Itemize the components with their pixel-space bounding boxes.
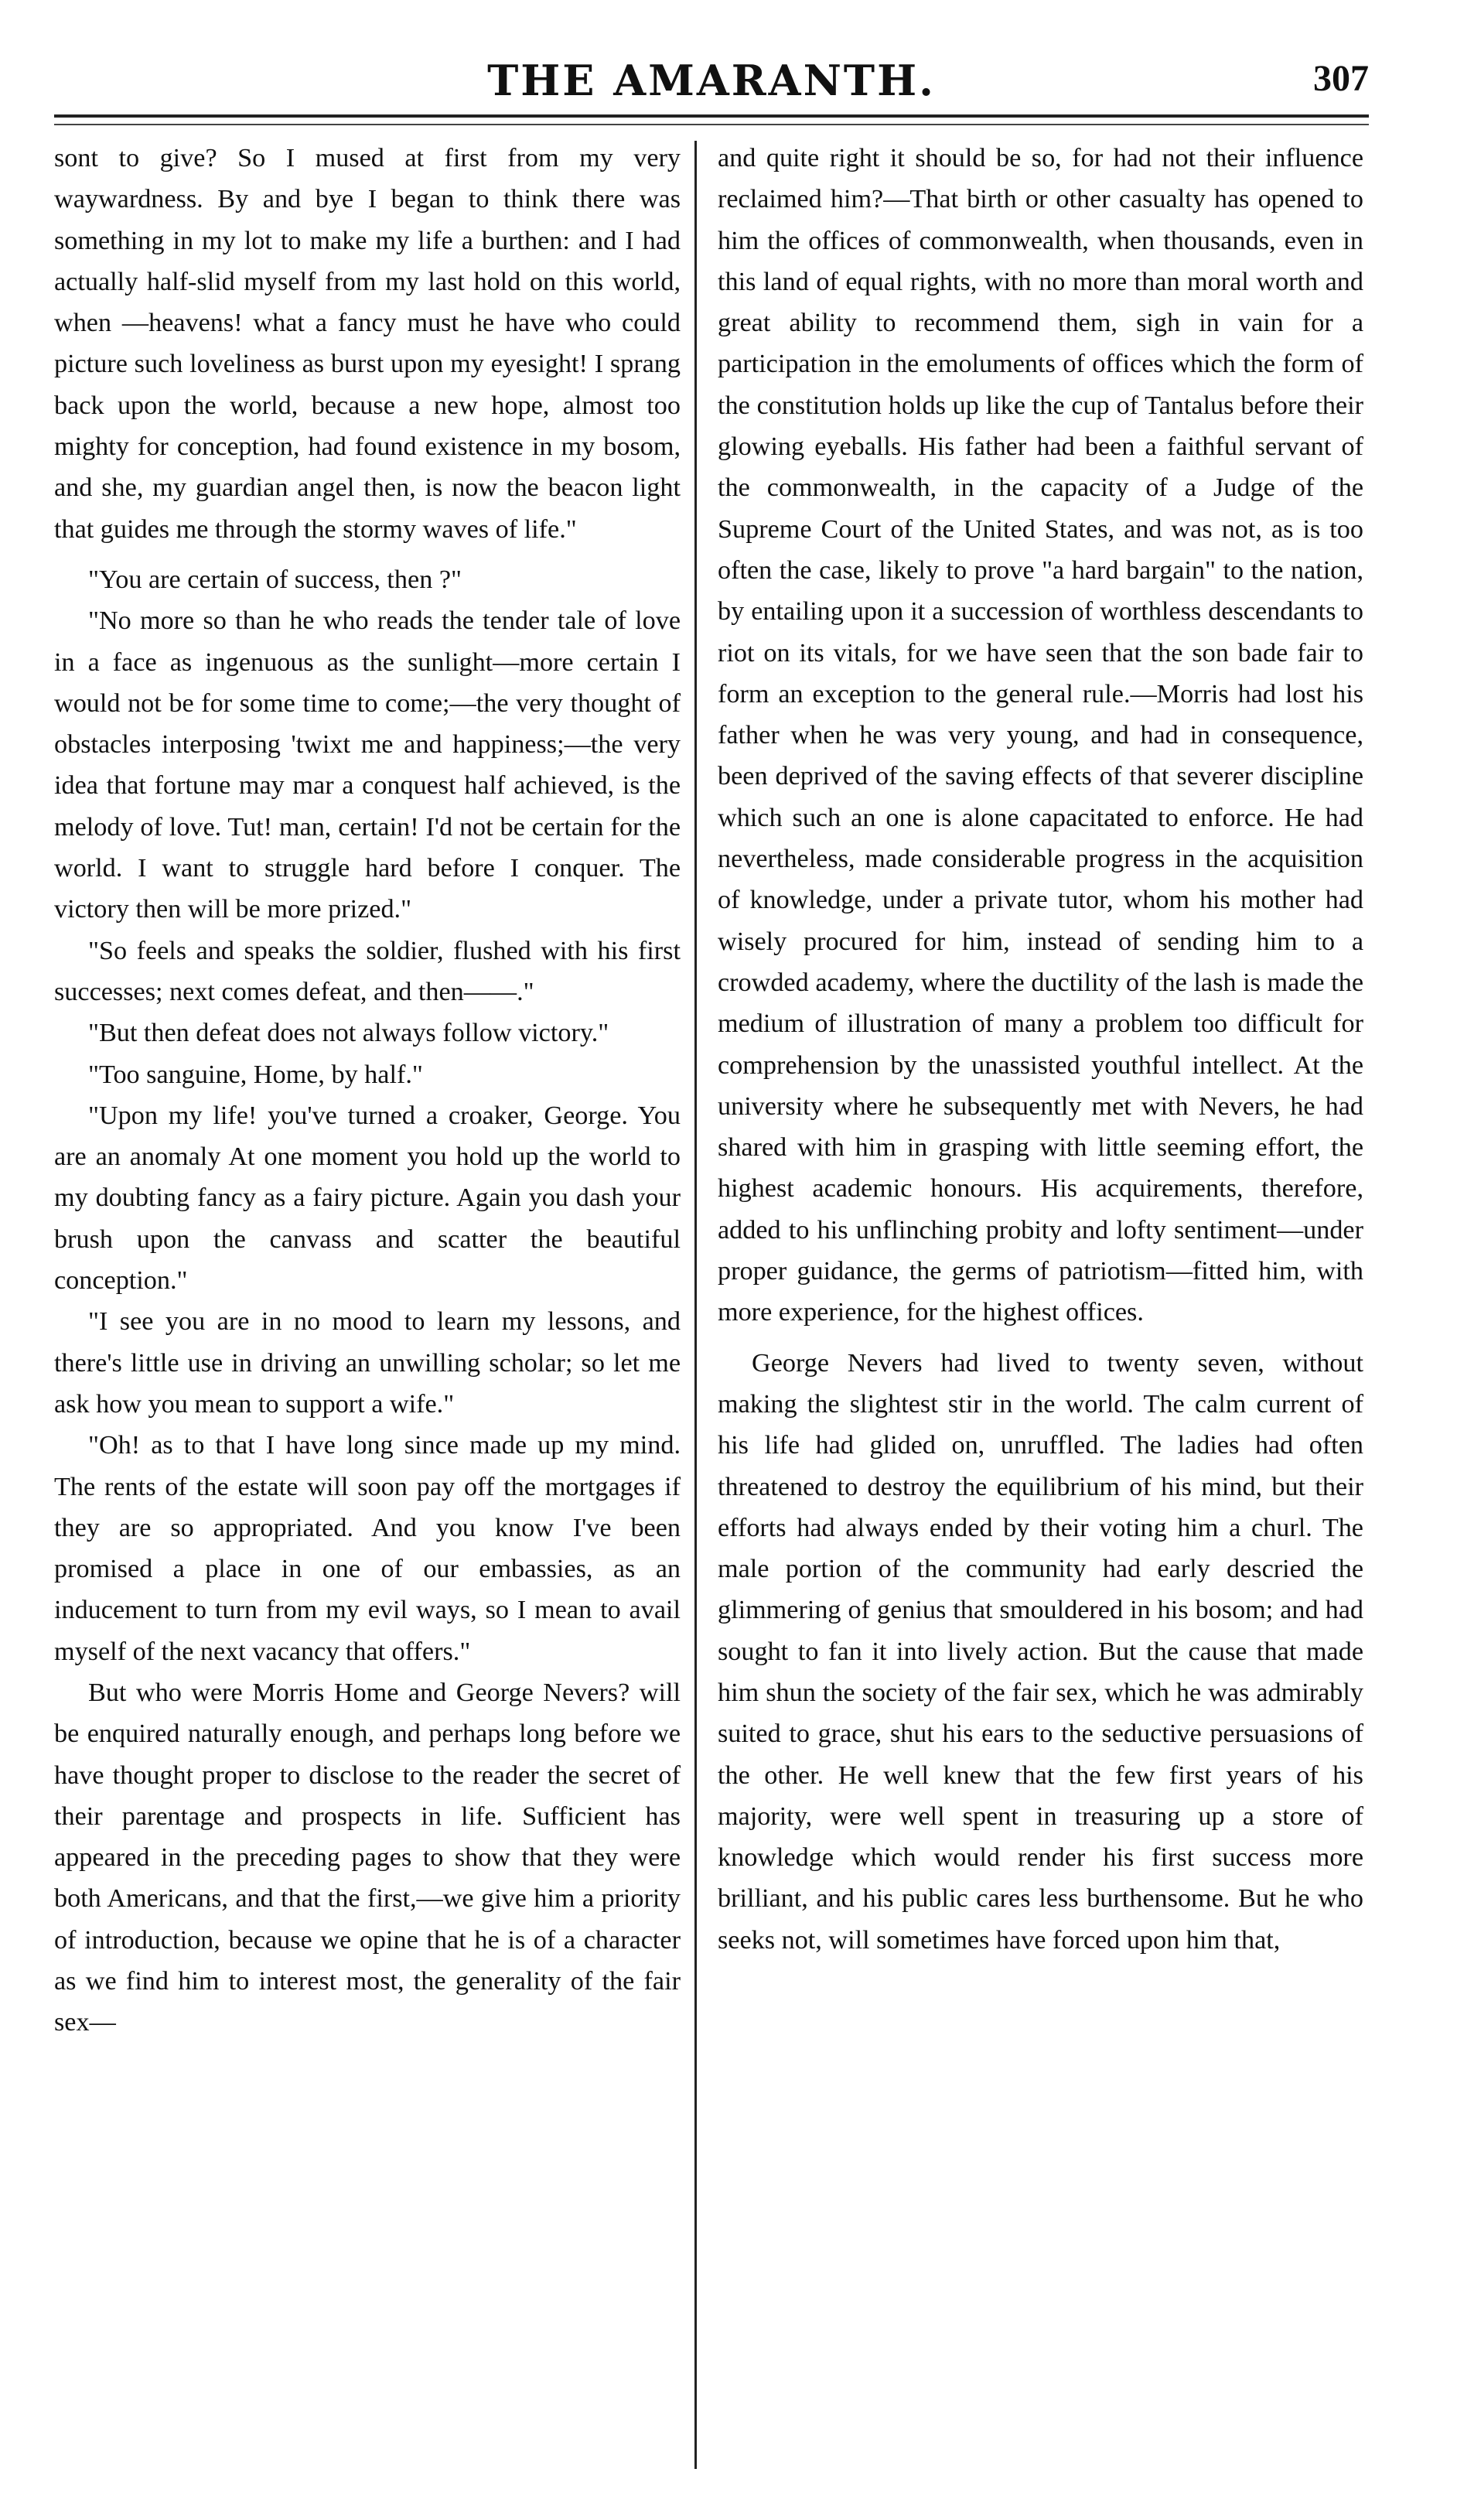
paragraph: "No more so than he who reads the tender tale of love in a face as ingenuous as the sunlight—more certain I would not be for some time to come;—the very thought of obstacles interposing 'twixt me and happiness;—the very idea that fortune may mar a conquest half achieved, is the melody of love. Tut! man, certain! I'd not be certain for the world. I want to struggle hard before I conquer. The victory then will be more prized." [54,606,681,924]
paragraph: "So feels and speaks the soldier, flushed with his first successes; next comes defeat, and then——." [54,936,681,1006]
page-number: 307 [1313,58,1369,99]
column-separator [694,141,697,2469]
header-rule-thick [54,114,1369,118]
paragraph: "Oh! as to that I have long since made up my mind. The rents of the estate will soon pay off the mortgages if they are so appropriated. And you know I've been promised a place in one of our embassies, as an inducement to turn from my evil ways, so I mean to avail myself of the next vacancy that offers." [54,1431,681,1666]
paragraph: But who were Morris Home and George Nevers? will be enquired naturally enough, and perhaps long before we have thought proper to disclose to the reader the secret of their parentage and prospects in life. Sufficient has appeared in the preceding pages to show that they were both Americans, and that the first,—we give him a priority of introduction, because we opine that he is of a character as we find him to interest most, the generality of the fair sex— [54,1678,681,2037]
header-rule-thin [54,124,1369,125]
paragraph: "You are certain of success, then ?" [88,565,462,594]
right-column [718,138,1363,1961]
periodical-title: THE AMARANTH. [487,56,936,105]
left-column [54,138,681,2044]
paragraph: "Too sanguine, Home, by half." [88,1060,423,1089]
paragraph: sont to give? So I mused at first from my very waywardness. By and bye I began to think there was something in my lot to make my life a burthen: and I had actually half-slid myself from my last hold on this world, when —heavens! what a fancy must he have who could picture such loveliness as burst upon my eyesight! I sprang back upon the world, because a new hope, almost too mighty for conception, had found existence in my bosom, and she, my guardian angel then, is now the beacon light that guides me through the stormy waves of life." [54,144,681,544]
paragraph: "I see you are in no mood to learn my lessons, and there's little use in driving an unwilling scholar; so let me ask how you mean to support a wife." [54,1307,681,1419]
paragraph: George Nevers had lived to twenty seven, without making the slightest stir in the world. The calm current of his life had glided on, unruffled. The ladies had often threatened to destroy the equilibrium of his mind, but their efforts had always ended by their voting him a churl. The male portion of the community had early descried the glimmering of genius that smouldered in his bosom; and had sought to fan it into lively action. But the cause that made him shun the society of the fair sex, which he was admirably suited to grace, shut his ears to the seductive persuasions of the other. He well knew that the few first years of his majority, were well spent in treasuring up a store of knowledge which would render his first success more brilliant, and his public cares less burthensome. But he who seeks not, will sometimes have forced upon him that, [718,1348,1363,1955]
paragraph: "But then defeat does not always follow victory." [88,1019,609,1048]
paragraph: and quite right it should be so, for had not their influence reclaimed him?—That birth or other casualty has opened to him the offices of commonwealth, when thousands, even in this land of equal rights, with no more than moral worth and great ability to recommend them, sigh in vain for a participation in the emoluments of offices which the form of the constitution holds up like the cup of Tantalus before their glowing eyeballs. His father had been a faithful servant of the commonwealth, in the capacity of a Judge of the Supreme Court of the United States, and was not, as is too often the case, likely to prove "a hard bargain" to the nation, by entailing upon it a succession of worthless descendants to riot on its vitals, for we have seen that the son bade fair to form an exception to the general rule.—Morris had lost his father when he was very young, and had in consequence, been deprived of the saving effects of that severer discipline which such an one is alone capacitated to enforce. He had nevertheless, made considerable progress in the acquisition of knowledge, under a private tutor, whom his mother had wisely procured for him, instead of sending him to a crowded academy, where the ductility of the lash is made the medium of illustration of many a problem too difficult for comprehension by the unassisted youthful intellect. At the university where he subsequently met with Nevers, he had shared with him in grasping with little seeming effort, the highest academic honours. His acquirements, therefore, added to his unflinching probity and lofty sentiment—under proper guidance, the germs of patriotism—fitted him, with more experience, for the highest offices. [718,144,1363,1327]
running-header [54,56,1369,118]
paragraph: "Upon my life! you've turned a croaker, George. You are an anomaly At one moment you hold up the world to my doubting fancy as a fairy picture. Again you dash your brush upon the canvass and scatter the beautiful conception." [54,1101,681,1296]
